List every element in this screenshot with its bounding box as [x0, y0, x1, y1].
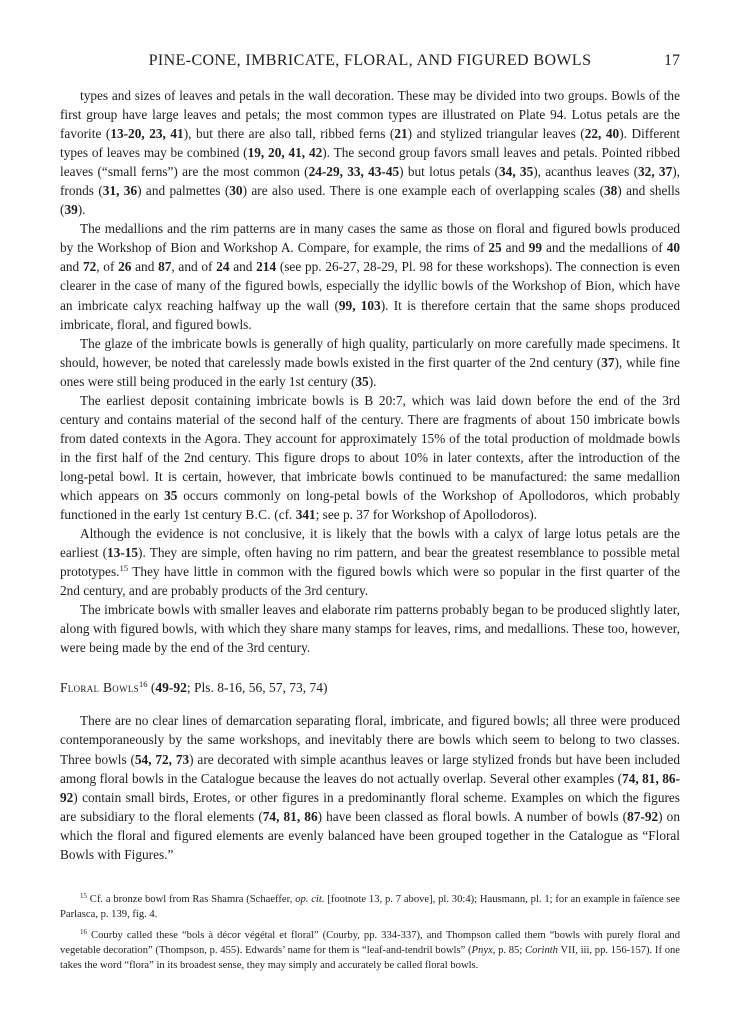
- text-run: The imbricate bowls with smaller leaves and elaborate rim patterns probably began to be produced slightly later, along with figured bowls, with which they share many stamps for leaves, rims, and medallions. These too, however, were being made by the end of the 3rd century.: [60, 602, 680, 656]
- italic-text: Corinth: [525, 945, 558, 956]
- text-run: ) and shells (: [60, 183, 680, 218]
- paragraph: [60, 391, 680, 524]
- catalogue-ref: 13-15: [107, 545, 139, 561]
- text-run: Cf. a bronze bowl from Ras Shamra (Schaeffer,: [87, 894, 296, 905]
- text-run: ) but lotus petals (: [399, 164, 500, 180]
- catalogue-ref: 49-92: [155, 680, 187, 696]
- text-run: types and sizes of leaves and petals in the wall decoration. These may be divided into two groups. Bowls of the first group have large leaves and petals; the most common types are illustrated on Plate 94. Lotus petals are the favorite (: [60, 88, 680, 142]
- text-run: The medallions and the rim patterns are in many cases the same as those on floral and figured bowls produced by the Workshop of Bion and Workshop A. Compare, for example, the rims of: [60, 221, 680, 256]
- catalogue-ref: 99: [528, 240, 543, 256]
- text-run: ; see p. 37 for Workshop of Apollodoros).: [315, 507, 538, 523]
- catalogue-ref: 87: [158, 259, 172, 275]
- text-run: The earliest deposit containing imbricate bowls is B 20:7, which was laid down before the end of the 3rd century and contains material of the second half of the century. There are fragments of about 150 imbricate bowls from dated contexts in the Agora. They account for approximately 15% of the total production of moldmade bowls in the first half of the 2nd century. This figure drops to about 10% in later contexts, after the introduction of the long-petal bowl. It is certain, however, that imbricate bowls continued to be manufactured: the same medallion which appears on: [60, 392, 680, 503]
- catalogue-ref: 21: [394, 126, 408, 142]
- catalogue-ref: 30: [229, 183, 243, 199]
- paragraph: [60, 219, 680, 333]
- footnote: [60, 892, 680, 922]
- text-run: , of: [96, 259, 119, 275]
- text-run: ; Pls. 8-16, 56, 57, 73, 74): [186, 680, 328, 696]
- text-run: and: [229, 259, 257, 275]
- text-run: ) are decorated with simple acanthus leaves or large stylized fronds but have been included among floral bowls in the Catalogue because the leaves do not actually overlap. Several other examples (: [60, 751, 680, 786]
- footnote-ref: 15: [119, 563, 128, 574]
- footnote-ref: 15: [80, 892, 87, 900]
- small-caps-text: Floral Bowls: [60, 680, 139, 696]
- catalogue-ref: 341: [295, 507, 316, 523]
- text-run: ). They are simple, often having no rim pattern, and bear the greatest resemblance to possible metal prototypes.: [60, 545, 680, 580]
- text-run: Although the evidence is not conclusive, it is likely that the bowls with a calyx of large lotus petals are the earliest (: [60, 526, 680, 561]
- text-run: and the medallions of: [542, 240, 667, 256]
- paragraph: [60, 334, 680, 391]
- catalogue-ref: 54, 72, 73: [134, 751, 190, 767]
- text-run: ) contain small birds, Erotes, or other figures in a predominantly floral scheme. Examples on which the figures are subsidiary to the floral elements (: [60, 789, 680, 824]
- text-run: ), fronds (: [60, 164, 680, 199]
- text-run: and: [131, 259, 159, 275]
- catalogue-ref: 40: [666, 240, 680, 256]
- running-title: PINE-CONE, IMBRICATE, FLORAL, AND FIGURED BOWLS: [148, 52, 592, 69]
- catalogue-ref: 32, 37: [638, 164, 673, 180]
- text-run: ) and stylized triangular leaves (: [407, 126, 585, 142]
- catalogue-ref: 26: [118, 259, 132, 275]
- catalogue-ref: 214: [256, 259, 277, 275]
- text-run: [footnote 13, p. 7 above], pl. 30:4); Hausmann, pl. 1; for an example in faïence see Parlasca, p. 139, fig. 4.: [60, 894, 680, 920]
- catalogue-ref: 35: [164, 487, 178, 503]
- footnotes: [60, 892, 680, 979]
- paragraph: [60, 600, 680, 657]
- text-run: and: [501, 240, 529, 256]
- footnote-ref: 16: [138, 679, 148, 690]
- text-run: Courby called these “bols à décor végétal et floral” (Courby, pp. 334-337), and Thompson called them “bowls with purely floral and vegetable decoration” (Thompson, p. 455). Edwards’ name for them is “leaf-and-tendril bowls” (: [60, 930, 680, 956]
- text-run: There are no clear lines of demarcation separating floral, imbricate, and figured bowls; all three were produced contemporaneously by the same workshops, and inevitably there are bowls which seem to belong to two classes. Three bowls (: [60, 713, 680, 767]
- paragraph: [60, 524, 680, 600]
- running-head: [60, 52, 680, 76]
- text-run: VII, iii, pp. 156-157). If one takes the word “flora” in its broadest sense, they may simply and accurately be called floral bowls.: [60, 945, 680, 971]
- text-run: (cf.: [270, 507, 296, 523]
- body-text: [60, 86, 680, 864]
- text-run: The glaze of the imbricate bowls is generally of high quality, particularly on more carefully made specimens. It should, however, be noted that carelessly made bowls existed in the first quarter of the 2nd century (: [60, 335, 680, 370]
- footnote: [60, 928, 680, 973]
- catalogue-ref: 34, 35: [499, 164, 534, 180]
- catalogue-ref: 24-29, 33, 43-45: [308, 164, 400, 180]
- text-run: , and of: [171, 259, 217, 275]
- text-run: ). The second group favors small leaves and petals. Pointed ribbed leaves (“small ferns”) are the most common (: [60, 145, 680, 180]
- catalogue-ref: 38: [604, 183, 618, 199]
- section-heading: [60, 678, 680, 697]
- text-run: ), but there are also tall, ribbed ferns (: [183, 126, 395, 142]
- text-run: They have little in common with the figured bowls which were so popular in the first quarter of the 2nd century, and are probably products of the 3rd century.: [60, 564, 680, 599]
- text-run: occurs commonly on long-petal bowls of the Workshop of Apollodoros, which probably functioned in the early 1st century: [60, 487, 680, 523]
- text-run: , p. 85;: [492, 945, 526, 956]
- catalogue-ref: 37: [601, 354, 615, 370]
- text-run: and: [60, 259, 83, 275]
- catalogue-ref: 74, 81, 86-92: [60, 770, 680, 805]
- paragraph: [60, 711, 680, 863]
- catalogue-ref: 39: [64, 202, 78, 218]
- catalogue-ref: 24: [216, 259, 230, 275]
- text-run: ) and palmettes (: [137, 183, 230, 199]
- italic-text: Pnyx: [471, 945, 493, 956]
- paragraph: [60, 86, 680, 219]
- catalogue-ref: 35: [355, 373, 369, 389]
- text-run: ).: [368, 373, 377, 389]
- catalogue-ref: 74, 81, 86: [262, 808, 318, 824]
- text-run: ) are also used. There is one example each of overlapping scales (: [242, 183, 604, 199]
- page-number: 17: [664, 52, 680, 69]
- small-caps-text: B.C.: [245, 507, 271, 523]
- text-run: (: [147, 680, 156, 696]
- text-run: ) on which the floral and figured elements are evenly balanced have been grouped together in the Catalogue as “Floral Bowls with Figures.”: [60, 808, 680, 862]
- catalogue-ref: 72: [82, 259, 97, 275]
- catalogue-ref: 22, 40: [584, 126, 620, 142]
- text-run: ), acanthus leaves (: [533, 164, 639, 180]
- catalogue-ref: 87-92: [627, 808, 659, 824]
- text-run: ), while fine ones were still being produced in the early 1st century (: [60, 354, 680, 389]
- footnote-ref: 16: [80, 928, 87, 936]
- catalogue-ref: 31, 36: [102, 183, 138, 199]
- text-run: ).: [77, 202, 86, 218]
- text-run: (see pp. 26-27, 28-29, Pl. 98 for these workshops). The connection is even clearer in the case of many of the figured bowls, especially the idyllic bowls of the Workshop of Bion, which have an imbricate calyx reaching halfway up the wall (: [60, 259, 680, 313]
- text-run: ). It is therefore certain that the same shops produced imbricate, floral, and figured bowls.: [60, 297, 681, 332]
- italic-text: op. cit.: [295, 894, 325, 905]
- catalogue-ref: 13-20, 23, 41: [110, 126, 184, 142]
- text-run: ) have been classed as floral bowls. A number of bowls (: [317, 808, 628, 824]
- catalogue-ref: 25: [488, 240, 502, 256]
- catalogue-ref: 19, 20, 41, 42: [247, 145, 323, 161]
- text-run: ). Different types of leaves may be combined (: [60, 126, 680, 161]
- catalogue-ref: 99, 103: [338, 297, 381, 313]
